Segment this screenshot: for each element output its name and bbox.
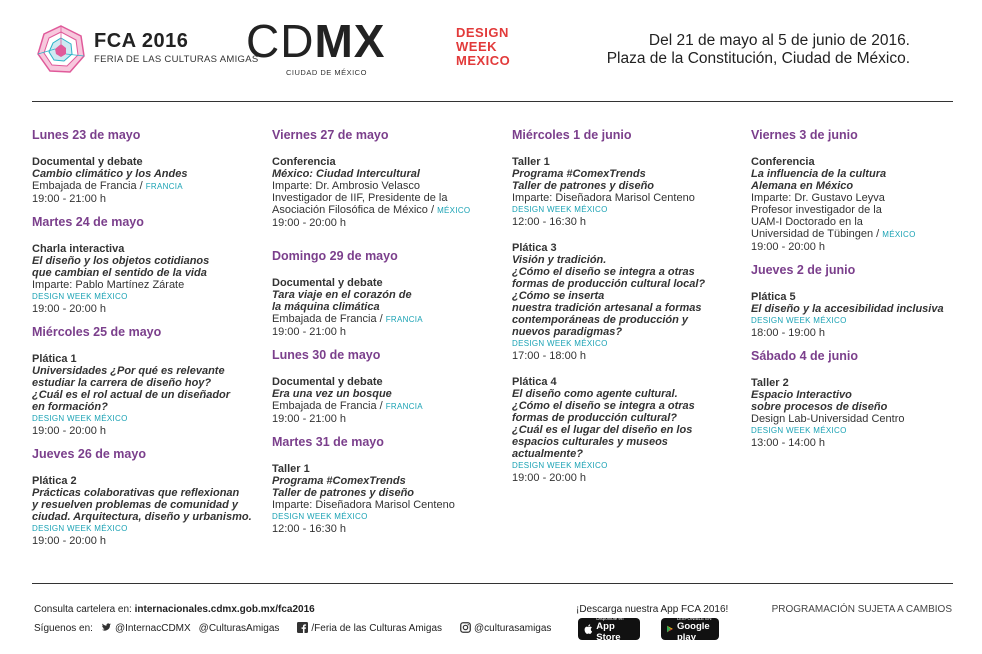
event-item — [751, 377, 982, 449]
header — [0, 0, 982, 100]
event-item — [512, 156, 744, 228]
event-dates — [607, 32, 910, 68]
event-place — [272, 313, 504, 326]
event-place-text: Embajada de Francia / — [272, 313, 386, 325]
event-item — [272, 376, 504, 425]
event-time: 19:00 - 20:00 h — [512, 472, 587, 484]
event-type: Conferencia — [751, 156, 815, 168]
facebook-link[interactable] — [297, 622, 442, 634]
day-heading: Jueves 2 de junio — [751, 263, 856, 277]
event-item — [751, 291, 982, 339]
design-week-logo — [456, 26, 510, 68]
event-item — [32, 353, 264, 437]
event-title: y resuelven problemas de comunidad y — [32, 499, 239, 511]
event-title: contemporáneas de producción y — [512, 314, 689, 326]
cdmx-logo-bold: MX — [314, 15, 386, 67]
event-title: El diseño y la accesibilidad inclusiva — [751, 303, 944, 315]
event-type: Taller 2 — [751, 377, 789, 389]
app-store-label — [596, 616, 634, 643]
event-type: Plática 4 — [512, 376, 557, 388]
event-place — [272, 204, 504, 217]
top-divider — [32, 101, 953, 102]
day-heading: Martes 31 de mayo — [272, 435, 384, 449]
event-type: Taller 1 — [512, 156, 550, 168]
event-time: 19:00 - 20:00 h — [32, 535, 107, 547]
event-place — [751, 228, 982, 241]
event-type: Documental y debate — [272, 376, 383, 388]
schedule-column-1 — [32, 128, 264, 557]
event-title: Tara viaje en el corazón de — [272, 289, 412, 301]
event-item — [751, 156, 982, 253]
event-tag: DESIGN WEEK MÉXICO — [32, 414, 128, 423]
event-tag: MÉXICO — [437, 206, 471, 215]
event-place: Imparte: Dr. Ambrosio Velasco — [272, 180, 420, 192]
event-tag: DESIGN WEEK MÉXICO — [512, 461, 608, 470]
event-place: Design Lab-Universidad Centro — [751, 413, 905, 425]
event-time: 19:00 - 20:00 h — [32, 425, 107, 437]
event-tag: DESIGN WEEK MÉXICO — [751, 316, 847, 325]
event-tag: MÉXICO — [882, 230, 916, 239]
event-title: nuevos paradigmas? — [512, 326, 623, 338]
event-type: Charla interactiva — [32, 243, 125, 255]
event-time: 19:00 - 21:00 h — [272, 326, 347, 338]
event-title: La influencia de la cultura — [751, 168, 887, 180]
event-title: Alemana en México — [751, 180, 854, 192]
event-place: UAM-I Doctorado en la — [751, 216, 863, 228]
event-tag: DESIGN WEEK MÉXICO — [32, 292, 128, 301]
event-title: Prácticas colaborativas que reflexionan — [32, 487, 240, 499]
event-place — [272, 400, 504, 413]
twitter-link[interactable] — [101, 622, 191, 634]
event-title: formas de producción cultural? — [512, 412, 678, 424]
google-play-button[interactable] — [661, 615, 719, 643]
instagram-icon — [460, 622, 471, 633]
event-type: Plática 1 — [32, 353, 77, 365]
event-title: que cambian el sentido de la vida — [32, 267, 207, 279]
consulta-line — [34, 604, 315, 615]
event-title: ¿Cómo se inserta — [512, 290, 605, 302]
event-type: Taller 1 — [272, 463, 310, 475]
day-heading: Jueves 26 de mayo — [32, 447, 146, 461]
schedule-column-2 — [272, 128, 504, 545]
event-title: formas de producción cultural local? — [512, 278, 706, 290]
google-play-label — [677, 616, 713, 643]
app-store-small: Disponible en — [596, 615, 624, 621]
schedule-column-4 — [751, 128, 982, 459]
design-week-line: WEEK — [456, 39, 497, 54]
twitter-handle-2[interactable]: @CulturasAmigas — [198, 622, 280, 634]
event-title: El diseño como agente cultural. — [512, 388, 678, 400]
event-time: 19:00 - 20:00 h — [751, 241, 826, 253]
event-tag: DESIGN WEEK MÉXICO — [751, 426, 847, 435]
fca-title: FCA 2016 — [94, 30, 189, 52]
day-heading: Sábado 4 de junio — [751, 349, 858, 363]
event-title: ¿Cómo el diseño se integra a otras — [512, 400, 695, 412]
event-type: Plática 2 — [32, 475, 77, 487]
event-place: Profesor investigador de la — [751, 204, 882, 216]
app-store-big: App Store — [596, 620, 621, 643]
event-title: nuestra tradición artesanal a formas — [512, 302, 702, 314]
event-time: 19:00 - 20:00 h — [272, 217, 347, 229]
event-type: Documental y debate — [272, 277, 383, 289]
event-title: México: Ciudad Intercultural — [272, 168, 420, 180]
consulta-url[interactable]: internacionales.cdmx.gob.mx/fca2016 — [134, 604, 315, 615]
cdmx-logo — [246, 15, 386, 67]
event-title: ciudad. Arquitectura, diseño y urbanismo. — [32, 511, 252, 523]
schedule-notice: PROGRAMACIÓN SUJETA A CAMBIOS — [771, 604, 952, 615]
day-heading: Martes 24 de mayo — [32, 215, 144, 229]
event-time: 12:00 - 16:30 h — [272, 523, 347, 535]
event-time: 13:00 - 14:00 h — [751, 437, 826, 449]
event-title: Visión y tradición. — [512, 254, 607, 266]
event-title: Era una vez un bosque — [272, 388, 392, 400]
event-title: en formación? — [32, 401, 108, 413]
design-week-line: MEXICO — [456, 53, 511, 68]
event-title: Taller de patrones y diseño — [512, 180, 655, 192]
event-time: 19:00 - 21:00 h — [272, 413, 347, 425]
event-title: ¿Cuál es el lugar del diseño en los — [512, 424, 693, 436]
event-type: Documental y debate — [32, 156, 143, 168]
cdmx-logo-light: CD — [246, 15, 315, 67]
event-item — [32, 243, 264, 315]
event-item — [272, 156, 504, 229]
event-place: Imparte: Diseñadora Marisol Centeno — [272, 499, 455, 511]
event-type: Plática 3 — [512, 242, 557, 254]
event-item — [512, 242, 744, 362]
design-week-line: DESIGN — [456, 25, 509, 40]
siguenos-label: Síguenos en: — [34, 622, 93, 634]
apple-icon — [584, 623, 592, 635]
event-tag: DESIGN WEEK MÉXICO — [512, 205, 608, 214]
event-place — [32, 180, 264, 193]
event-title: Taller de patrones y diseño — [272, 487, 415, 499]
event-type: Conferencia — [272, 156, 336, 168]
event-place: Imparte: Diseñadora Marisol Centeno — [512, 192, 695, 204]
event-title: ¿Cómo el diseño se integra a otras — [512, 266, 695, 278]
event-place: Investigador de IIF, Presidente de la — [272, 192, 448, 204]
event-time: 12:00 - 16:30 h — [512, 216, 587, 228]
event-title: la máquina climática — [272, 301, 380, 313]
event-title: ¿Cuál es el rol actual de un diseñador — [32, 389, 231, 401]
event-venue: Plaza de la Constitución, Ciudad de México. — [606, 50, 910, 67]
instagram-link[interactable] — [460, 622, 551, 634]
day-heading: Viernes 3 de junio — [751, 128, 858, 142]
day-heading: Lunes 23 de mayo — [32, 128, 141, 142]
facebook-page: /Feria de las Culturas Amigas — [311, 623, 443, 634]
event-title: estudiar la carrera de diseño hoy? — [32, 377, 212, 389]
event-title: sobre procesos de diseño — [751, 401, 888, 413]
event-place: Imparte: Dr. Gustavo Leyva — [751, 192, 885, 204]
facebook-icon — [297, 622, 308, 633]
day-heading: Miércoles 1 de junio — [512, 128, 632, 142]
event-place: Imparte: Pablo Martínez Zárate — [32, 279, 185, 291]
event-time: 19:00 - 21:00 h — [32, 193, 107, 205]
event-tag: FRANCIA — [385, 402, 423, 411]
app-download-text: ¡Descarga nuestra App FCA 2016! — [576, 604, 729, 615]
event-title: Programa #ComexTrends — [512, 168, 646, 180]
event-tag: FRANCIA — [385, 315, 423, 324]
event-title: El diseño y los objetos cotidianos — [32, 255, 210, 267]
event-tag: DESIGN WEEK MÉXICO — [512, 339, 608, 348]
event-title: espacios culturales y museos — [512, 436, 668, 448]
event-item — [32, 475, 264, 547]
fca-logo-icon — [36, 24, 86, 74]
twitter-handle: @InternacCDMX — [114, 623, 191, 634]
instagram-handle: @culturasamigas — [474, 623, 552, 634]
day-heading: Lunes 30 de mayo — [272, 348, 381, 362]
event-place-text: Asociación Filosófica de México / — [272, 204, 438, 216]
event-time: 17:00 - 18:00 h — [512, 350, 587, 362]
event-place-text: Embajada de Francia / — [32, 180, 146, 192]
event-tag: DESIGN WEEK MÉXICO — [32, 524, 128, 533]
event-title: actualmente? — [512, 448, 583, 460]
event-title: Cambio climático y los Andes — [32, 168, 188, 180]
app-store-button[interactable] — [578, 615, 640, 643]
twitter-icon — [101, 622, 112, 633]
schedule-column-3 — [512, 128, 744, 494]
event-title: Programa #ComexTrends — [272, 475, 406, 487]
event-item — [272, 277, 504, 338]
event-title: Espacio Interactivo — [751, 389, 852, 401]
event-item — [32, 156, 264, 205]
google-play-small: DISPONIBLE EN — [676, 615, 712, 621]
event-time: 19:00 - 20:00 h — [32, 303, 107, 315]
event-type: Plática 5 — [751, 291, 796, 303]
fca-subtitle: FERIA DE LAS CULTURAS AMIGAS — [94, 54, 259, 65]
event-time: 18:00 - 19:00 h — [751, 327, 826, 339]
event-date-range: Del 21 de mayo al 5 de junio de 2016. — [648, 32, 910, 49]
event-tag: DESIGN WEEK MÉXICO — [272, 512, 368, 521]
bottom-divider — [32, 583, 953, 584]
google-play-big: Google play — [676, 620, 710, 643]
day-heading: Domingo 29 de mayo — [272, 249, 398, 263]
cdmx-subtitle: CIUDAD DE MÉXICO — [286, 68, 367, 77]
event-item — [272, 463, 504, 535]
consulta-label: Consulta cartelera en: — [34, 604, 135, 615]
event-tag: FRANCIA — [145, 182, 183, 191]
event-item — [512, 376, 744, 484]
event-title: Universidades ¿Por qué es relevante — [32, 365, 225, 377]
google-play-icon — [667, 624, 673, 634]
event-place-text: Universidad de Tübingen / — [751, 228, 883, 240]
event-place-text: Embajada de Francia / — [272, 400, 386, 412]
social-line — [34, 622, 551, 634]
day-heading: Miércoles 25 de mayo — [32, 325, 162, 339]
day-heading: Viernes 27 de mayo — [272, 128, 389, 142]
